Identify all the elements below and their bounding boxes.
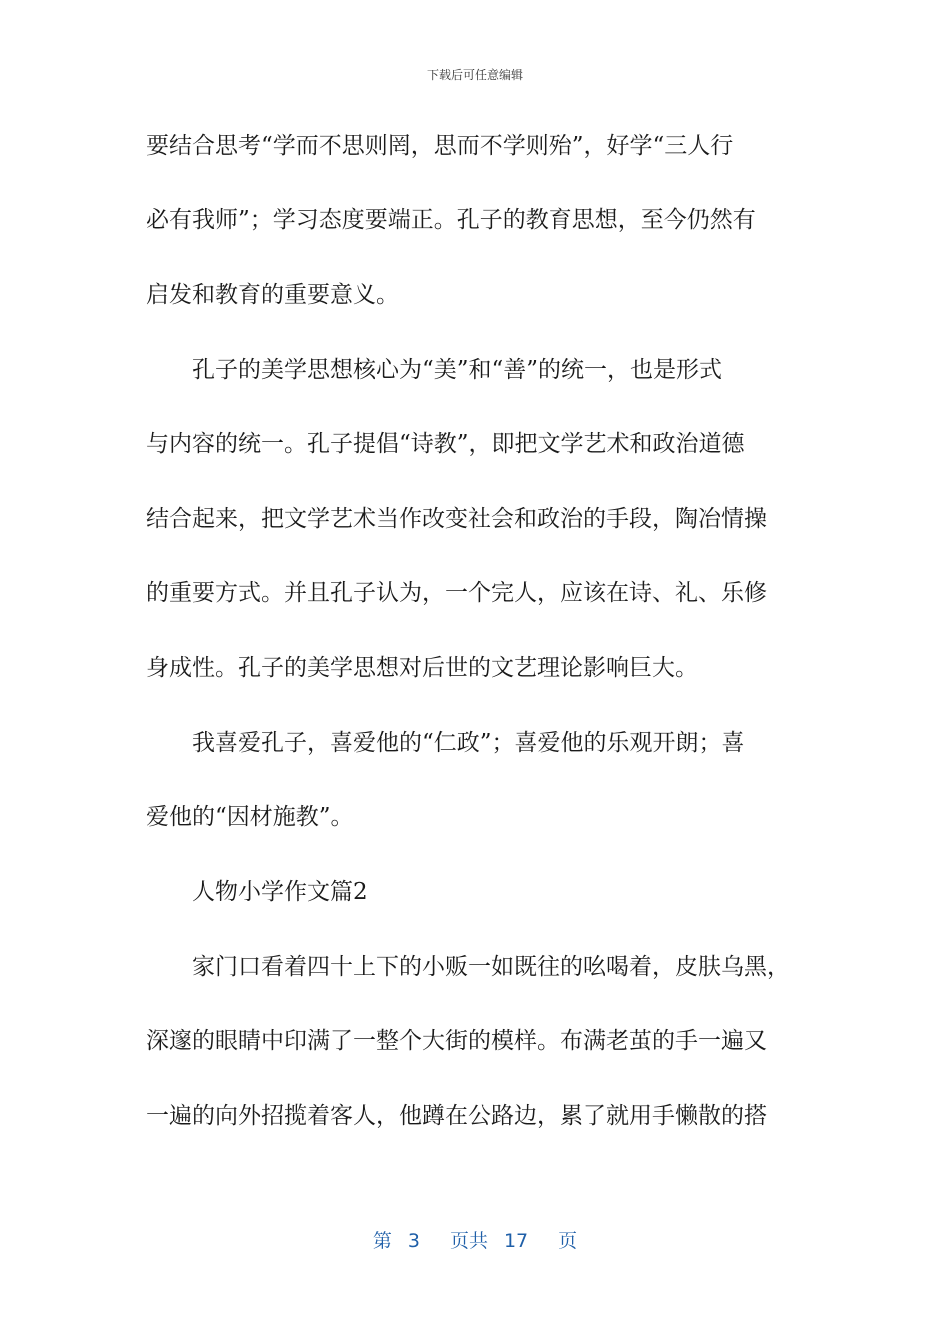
footer-current-page: 3 bbox=[407, 1230, 420, 1252]
text-line: 启发和教育的重要意义。 bbox=[146, 282, 399, 308]
text-line: 深邃的眼睛中印满了一整个大街的模样。布满老茧的手一遍又 bbox=[146, 1028, 767, 1054]
text-line: 身成性。孔子的美学思想对后世的文艺理论影响巨大。 bbox=[146, 655, 698, 681]
footer-middle: 页共 bbox=[449, 1230, 488, 1252]
text-line: 孔子的美学思想核心为“美”和“善”的统一，也是形式 bbox=[146, 357, 723, 383]
section-heading: 人物小学作文篇2 bbox=[146, 879, 368, 905]
text-line: 必有我师”；学习态度要端正。孔子的教育思想，至今仍然有 bbox=[146, 207, 756, 233]
text-line: 我喜爱孔子，喜爱他的“仁政”；喜爱他的乐观开朗；喜 bbox=[146, 730, 745, 756]
footer-prefix: 第 bbox=[372, 1230, 392, 1252]
footer-total-pages: 17 bbox=[503, 1230, 529, 1252]
text-line: 一遍的向外招揽着客人，他蹲在公路边，累了就用手懒散的搭 bbox=[146, 1103, 767, 1129]
page-footer bbox=[0, 1226, 950, 1253]
text-line: 与内容的统一。孔子提倡“诗教”，即把文学艺术和政治道德 bbox=[146, 431, 745, 457]
text-line: 家门口看着四十上下的小贩一如既往的吆喝着，皮肤乌黑， bbox=[146, 954, 790, 980]
text-line: 结合起来，把文学艺术当作改变社会和政治的手段，陶冶情操 bbox=[146, 506, 767, 532]
text-line: 要结合思考“学而不思则罔，思而不学则殆”，好学“三人行 bbox=[146, 133, 734, 159]
footer-suffix: 页 bbox=[558, 1230, 578, 1252]
page-header-note: 下载后可任意编辑 bbox=[426, 68, 523, 82]
text-line: 的重要方式。并且孔子认为，一个完人，应该在诗、礼、乐修 bbox=[146, 580, 767, 606]
text-line: 爱他的“因材施教”。 bbox=[146, 804, 354, 830]
